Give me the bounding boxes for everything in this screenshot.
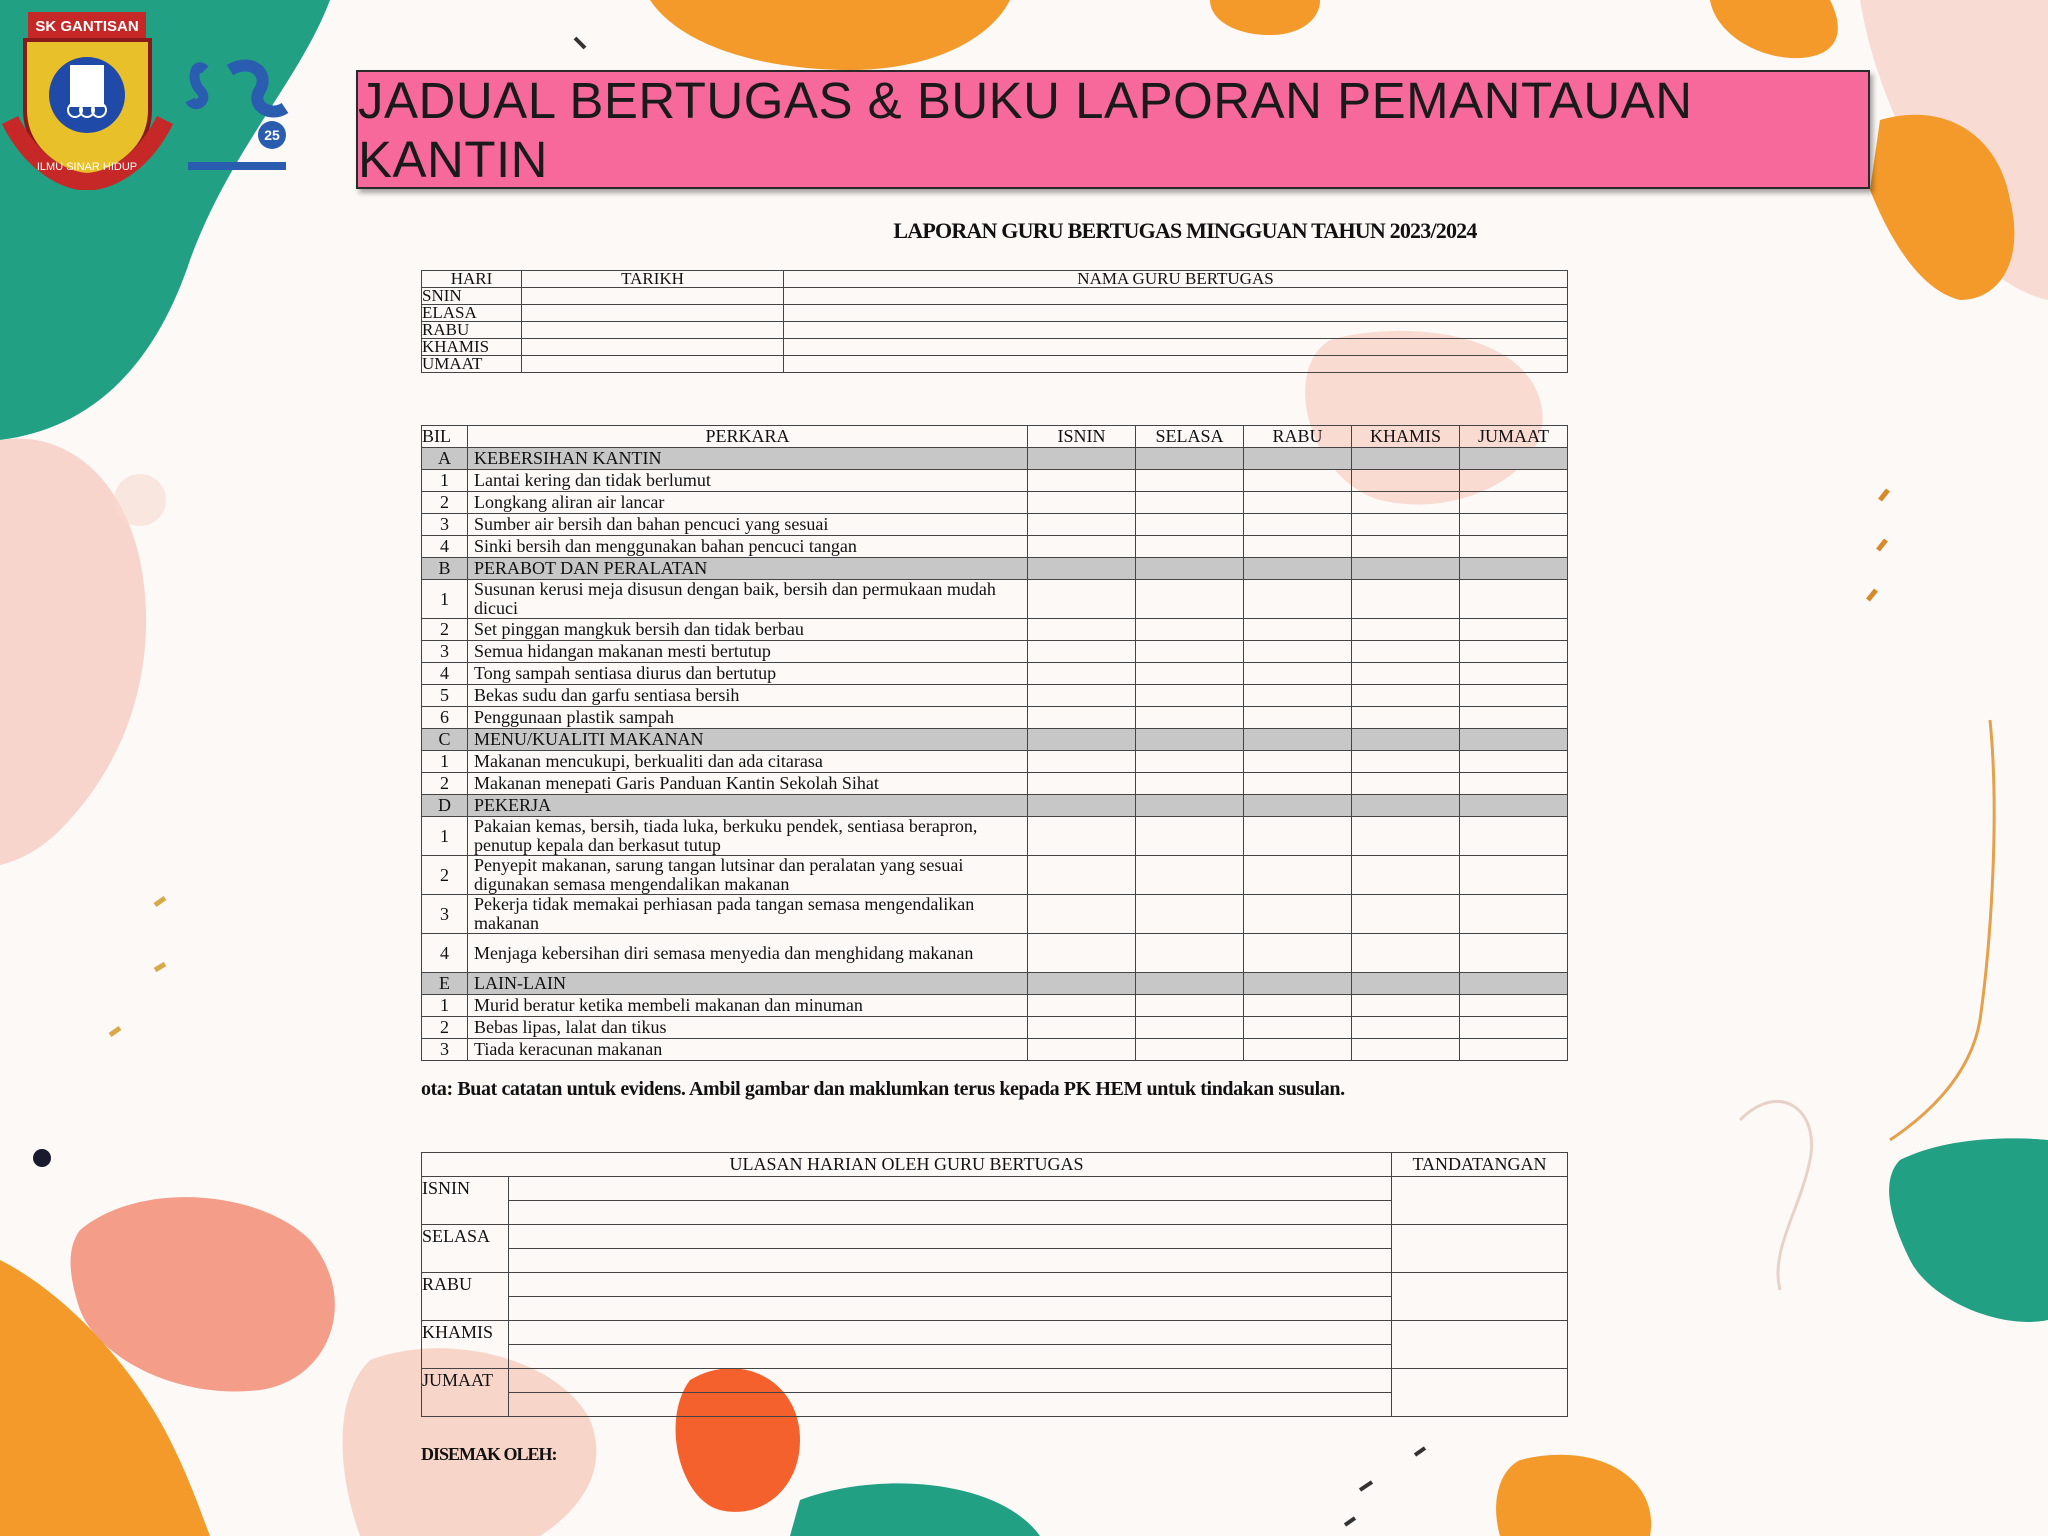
item-description: Pakaian kemas, bersih, tiada luka, berkuku pendek, sentiasa berapron, penutup kepala dan berkasut tutup <box>468 817 1028 856</box>
item-number: 5 <box>422 685 468 707</box>
column-header: TANDATANGAN <box>1392 1153 1568 1177</box>
remark-line[interactable] <box>509 1369 1392 1393</box>
item-number: 2 <box>422 773 468 795</box>
day-check-cell[interactable] <box>1244 707 1352 729</box>
day-check-cell[interactable] <box>1244 536 1352 558</box>
section-title: PEKERJA <box>468 795 1028 817</box>
day-check-cell[interactable] <box>1352 934 1460 973</box>
day-check-cell[interactable] <box>1244 934 1352 973</box>
table-row <box>422 322 1568 339</box>
day-label: SNIN <box>422 288 522 305</box>
item-number: 3 <box>422 1039 468 1061</box>
day-check-cell <box>1352 558 1460 580</box>
duty-schedule-table <box>421 270 1568 373</box>
item-description: Penyepit makanan, sarung tangan lutsinar dan peralatan yang sesuai digunakan semasa mengendalikan makanan <box>468 856 1028 895</box>
logo-area <box>0 0 300 195</box>
day-check-cell[interactable] <box>1028 492 1136 514</box>
day-check-cell[interactable] <box>1028 536 1136 558</box>
day-check-cell[interactable] <box>1352 817 1460 856</box>
section-code: E <box>422 973 468 995</box>
day-check-cell[interactable] <box>1028 685 1136 707</box>
day-check-cell[interactable] <box>1352 663 1460 685</box>
day-check-cell[interactable] <box>1136 934 1244 973</box>
table-row <box>422 305 1568 322</box>
remark-line[interactable] <box>509 1345 1392 1369</box>
item-number: 2 <box>422 1017 468 1039</box>
day-check-cell <box>1244 448 1352 470</box>
day-check-cell[interactable] <box>1244 685 1352 707</box>
section-header-row <box>422 729 1568 751</box>
day-check-cell[interactable] <box>1028 895 1136 934</box>
day-check-cell[interactable] <box>1460 514 1568 536</box>
document-title: LAPORAN GURU BERTUGAS MINGGUAN TAHUN 2023/2024 <box>893 218 1477 243</box>
day-check-cell <box>1028 558 1136 580</box>
day-check-cell[interactable] <box>1136 536 1244 558</box>
item-description: Sumber air bersih dan bahan pencuci yang sesuai <box>468 514 1028 536</box>
day-check-cell[interactable] <box>1028 1039 1136 1061</box>
day-check-cell[interactable] <box>1136 619 1244 641</box>
item-number: 2 <box>422 619 468 641</box>
table-row <box>422 1177 1568 1201</box>
day-check-cell[interactable] <box>1028 663 1136 685</box>
day-check-cell[interactable] <box>1352 1017 1460 1039</box>
column-header: RABU <box>1244 426 1352 448</box>
section-code: B <box>422 558 468 580</box>
remark-line[interactable] <box>509 1297 1392 1321</box>
day-check-cell[interactable] <box>1244 1039 1352 1061</box>
day-check-cell[interactable] <box>1028 1017 1136 1039</box>
signature-cell[interactable] <box>1392 1273 1568 1321</box>
day-check-cell <box>1136 448 1244 470</box>
section-code: C <box>422 729 468 751</box>
item-description: Pekerja tidak memakai perhiasan pada tangan semasa mengendalikan makanan <box>468 895 1028 934</box>
day-check-cell[interactable] <box>1460 685 1568 707</box>
remarks-body <box>422 1177 1568 1417</box>
day-check-cell[interactable] <box>1244 817 1352 856</box>
day-check-cell[interactable] <box>1136 1039 1244 1061</box>
column-header: BIL <box>422 426 468 448</box>
teacher-name-cell <box>784 339 1568 356</box>
anniversary-number: 25 <box>264 127 280 143</box>
day-check-cell <box>1460 558 1568 580</box>
table-row <box>422 641 1568 663</box>
day-check-cell[interactable] <box>1460 470 1568 492</box>
table-row <box>422 492 1568 514</box>
table-row <box>422 751 1568 773</box>
day-check-cell <box>1028 729 1136 751</box>
day-check-cell[interactable] <box>1352 1039 1460 1061</box>
section-header-row <box>422 558 1568 580</box>
item-number: 2 <box>422 856 468 895</box>
day-check-cell[interactable] <box>1460 817 1568 856</box>
item-description: Makanan mencukupi, berkualiti dan ada citarasa <box>468 751 1028 773</box>
day-check-cell[interactable] <box>1244 514 1352 536</box>
day-label: ELASA <box>422 305 522 322</box>
remark-line[interactable] <box>509 1201 1392 1225</box>
item-description: Makanan menepati Garis Panduan Kantin Sekolah Sihat <box>468 773 1028 795</box>
column-header: JUMAAT <box>1460 426 1568 448</box>
school-badge-text: SK GANTISAN <box>35 18 139 35</box>
section-title: KEBERSIHAN KANTIN <box>468 448 1028 470</box>
day-check-cell[interactable] <box>1136 995 1244 1017</box>
item-description: Menjaga kebersihan diri semasa menyedia dan menghidang makanan <box>468 934 1028 973</box>
table-row <box>422 856 1568 895</box>
remark-line[interactable] <box>509 1225 1392 1249</box>
item-description: Tong sampah sentiasa diurus dan bertutup <box>468 663 1028 685</box>
day-check-cell[interactable] <box>1352 685 1460 707</box>
item-number: 1 <box>422 470 468 492</box>
item-number: 3 <box>422 895 468 934</box>
item-number: 3 <box>422 641 468 663</box>
signature-cell[interactable] <box>1392 1177 1568 1225</box>
date-cell <box>522 305 784 322</box>
day-check-cell[interactable] <box>1352 641 1460 663</box>
item-number: 4 <box>422 663 468 685</box>
day-check-cell[interactable] <box>1352 619 1460 641</box>
section-header-row <box>422 795 1568 817</box>
day-check-cell <box>1136 729 1244 751</box>
column-header: ULASAN HARIAN OLEH GURU BERTUGAS <box>422 1153 1392 1177</box>
day-check-cell[interactable] <box>1244 773 1352 795</box>
column-header: SELASA <box>1136 426 1244 448</box>
day-check-cell[interactable] <box>1460 580 1568 619</box>
section-code: A <box>422 448 468 470</box>
signature-cell[interactable] <box>1392 1369 1568 1417</box>
day-check-cell[interactable] <box>1028 773 1136 795</box>
day-check-cell <box>1028 448 1136 470</box>
day-check-cell[interactable] <box>1460 751 1568 773</box>
item-number: 4 <box>422 536 468 558</box>
item-description: Penggunaan plastik sampah <box>468 707 1028 729</box>
day-check-cell[interactable] <box>1352 580 1460 619</box>
day-check-cell <box>1136 558 1244 580</box>
table-row <box>422 1225 1568 1249</box>
table-row <box>422 1369 1568 1393</box>
table-row <box>422 339 1568 356</box>
table-row <box>422 817 1568 856</box>
anniversary-logo <box>188 66 286 170</box>
day-check-cell[interactable] <box>1136 773 1244 795</box>
day-check-cell[interactable] <box>1244 663 1352 685</box>
day-check-cell[interactable] <box>1244 856 1352 895</box>
day-check-cell[interactable] <box>1136 895 1244 934</box>
day-check-cell[interactable] <box>1460 995 1568 1017</box>
day-check-cell[interactable] <box>1136 663 1244 685</box>
table-row <box>422 1017 1568 1039</box>
day-check-cell <box>1244 795 1352 817</box>
table-row <box>422 995 1568 1017</box>
day-check-cell[interactable] <box>1460 773 1568 795</box>
day-check-cell[interactable] <box>1028 751 1136 773</box>
item-number: 3 <box>422 514 468 536</box>
day-check-cell[interactable] <box>1136 817 1244 856</box>
day-check-cell[interactable] <box>1244 751 1352 773</box>
day-check-cell <box>1460 973 1568 995</box>
item-number: 1 <box>422 580 468 619</box>
day-check-cell[interactable] <box>1244 995 1352 1017</box>
day-check-cell[interactable] <box>1136 470 1244 492</box>
day-check-cell <box>1136 795 1244 817</box>
day-check-cell[interactable] <box>1352 773 1460 795</box>
day-label: RABU <box>422 322 522 339</box>
day-label: RABU <box>422 1273 509 1321</box>
day-check-cell[interactable] <box>1028 817 1136 856</box>
day-check-cell[interactable] <box>1028 641 1136 663</box>
day-check-cell[interactable] <box>1352 856 1460 895</box>
day-check-cell[interactable] <box>1244 619 1352 641</box>
day-check-cell[interactable] <box>1136 707 1244 729</box>
teacher-name-cell <box>784 322 1568 339</box>
day-check-cell[interactable] <box>1460 895 1568 934</box>
item-description: Sinki bersih dan menggunakan bahan pencuci tangan <box>468 536 1028 558</box>
day-check-cell[interactable] <box>1460 856 1568 895</box>
day-check-cell[interactable] <box>1460 707 1568 729</box>
day-check-cell[interactable] <box>1460 619 1568 641</box>
day-check-cell <box>1460 448 1568 470</box>
table-row <box>422 1321 1568 1345</box>
day-check-cell <box>1352 729 1460 751</box>
table-row <box>422 685 1568 707</box>
table-row <box>422 356 1568 373</box>
daily-remarks-table <box>421 1152 1568 1417</box>
item-number: 2 <box>422 492 468 514</box>
column-header: HARI <box>422 271 522 288</box>
day-check-cell[interactable] <box>1028 514 1136 536</box>
day-check-cell[interactable] <box>1352 470 1460 492</box>
day-check-cell[interactable] <box>1136 641 1244 663</box>
day-check-cell <box>1028 795 1136 817</box>
day-check-cell[interactable] <box>1244 895 1352 934</box>
item-number: 4 <box>422 934 468 973</box>
section-title: PERABOT DAN PERALATAN <box>468 558 1028 580</box>
section-title: LAIN-LAIN <box>468 973 1028 995</box>
school-logos <box>0 0 300 190</box>
section-title: MENU/KUALITI MAKANAN <box>468 729 1028 751</box>
date-cell <box>522 339 784 356</box>
day-check-cell[interactable] <box>1136 580 1244 619</box>
table-row <box>422 895 1568 934</box>
table-row <box>422 773 1568 795</box>
table-row <box>422 1273 1568 1297</box>
table-header-row <box>422 271 1568 288</box>
day-check-cell[interactable] <box>1244 1017 1352 1039</box>
day-check-cell[interactable] <box>1460 1039 1568 1061</box>
day-check-cell[interactable] <box>1028 856 1136 895</box>
checklist-body <box>422 448 1568 1061</box>
item-description: Bekas sudu dan garfu sentiasa bersih <box>468 685 1028 707</box>
table-row <box>422 619 1568 641</box>
day-check-cell[interactable] <box>1352 751 1460 773</box>
item-description: Set pinggan mangkuk bersih dan tidak berbau <box>468 619 1028 641</box>
day-check-cell <box>1244 558 1352 580</box>
day-check-cell[interactable] <box>1352 514 1460 536</box>
column-header: PERKARA <box>468 426 1028 448</box>
day-check-cell[interactable] <box>1352 492 1460 514</box>
section-header-row <box>422 973 1568 995</box>
remark-line[interactable] <box>509 1273 1392 1297</box>
day-label: UMAAT <box>422 356 522 373</box>
column-header: NAMA GURU BERTUGAS <box>784 271 1568 288</box>
remark-line[interactable] <box>509 1393 1392 1417</box>
day-check-cell[interactable] <box>1244 470 1352 492</box>
school-motto: ILMU SINAR HIDUP <box>36 161 138 173</box>
remark-line[interactable] <box>509 1321 1392 1345</box>
day-label: ISNIN <box>422 1177 509 1225</box>
day-check-cell[interactable] <box>1460 663 1568 685</box>
date-cell <box>522 288 784 305</box>
day-check-cell[interactable] <box>1460 641 1568 663</box>
slide-title: JADUAL BERTUGAS & BUKU LAPORAN PEMANTAUAN KANTIN <box>356 70 1870 189</box>
day-label: KHAMIS <box>422 339 522 356</box>
section-header-row <box>422 448 1568 470</box>
item-description: Bebas lipas, lalat dan tikus <box>468 1017 1028 1039</box>
day-check-cell[interactable] <box>1136 514 1244 536</box>
day-check-cell[interactable] <box>1352 707 1460 729</box>
table-row <box>422 707 1568 729</box>
teacher-name-cell <box>784 305 1568 322</box>
reviewed-by-label: DISEMAK OLEH: <box>421 1444 557 1464</box>
date-cell <box>522 356 784 373</box>
table-row <box>422 1039 1568 1061</box>
column-header: ISNIN <box>1028 426 1136 448</box>
item-number: 1 <box>422 751 468 773</box>
table-row <box>422 536 1568 558</box>
day-check-cell[interactable] <box>1352 536 1460 558</box>
item-number: 1 <box>422 995 468 1017</box>
day-check-cell[interactable] <box>1136 856 1244 895</box>
day-check-cell[interactable] <box>1136 1017 1244 1039</box>
remark-line[interactable] <box>509 1177 1392 1201</box>
date-cell <box>522 322 784 339</box>
item-description: Murid beratur ketika membeli makanan dan minuman <box>468 995 1028 1017</box>
table-row <box>422 470 1568 492</box>
canteen-checklist-table <box>421 425 1568 1061</box>
remark-line[interactable] <box>509 1249 1392 1273</box>
item-number: 1 <box>422 817 468 856</box>
day-check-cell[interactable] <box>1460 934 1568 973</box>
day-check-cell[interactable] <box>1028 995 1136 1017</box>
day-check-cell <box>1028 973 1136 995</box>
day-check-cell <box>1460 795 1568 817</box>
day-check-cell[interactable] <box>1028 619 1136 641</box>
item-description: Semua hidangan makanan mesti bertutup <box>468 641 1028 663</box>
day-check-cell[interactable] <box>1460 1017 1568 1039</box>
day-check-cell[interactable] <box>1352 895 1460 934</box>
signature-cell[interactable] <box>1392 1225 1568 1273</box>
item-description: Tiada keracunan makanan <box>468 1039 1028 1061</box>
column-header: TARIKH <box>522 271 784 288</box>
day-check-cell[interactable] <box>1244 580 1352 619</box>
day-label: KHAMIS <box>422 1321 509 1369</box>
day-check-cell <box>1352 795 1460 817</box>
school-crest-logo <box>10 12 165 182</box>
day-check-cell[interactable] <box>1136 751 1244 773</box>
day-check-cell[interactable] <box>1460 536 1568 558</box>
table-header-row <box>422 1153 1568 1177</box>
table-row <box>422 580 1568 619</box>
table-row <box>422 663 1568 685</box>
day-check-cell <box>1460 729 1568 751</box>
item-description: Susunan kerusi meja disusun dengan baik, bersih dan permukaan mudah dicuci <box>468 580 1028 619</box>
table-header-row <box>422 426 1568 448</box>
day-label: SELASA <box>422 1225 509 1273</box>
day-check-cell[interactable] <box>1028 707 1136 729</box>
day-check-cell[interactable] <box>1028 580 1136 619</box>
table-row <box>422 288 1568 305</box>
day-check-cell[interactable] <box>1028 470 1136 492</box>
item-number: 6 <box>422 707 468 729</box>
day-check-cell <box>1352 973 1460 995</box>
item-description: Lantai kering dan tidak berlumut <box>468 470 1028 492</box>
day-check-cell <box>1136 973 1244 995</box>
table-row <box>422 514 1568 536</box>
day-check-cell[interactable] <box>1136 492 1244 514</box>
note-text: ota: Buat catatan untuk evidens. Ambil gambar dan maklumkan terus kepada PK HEM untuk tindakan susulan. <box>421 1078 1345 1100</box>
day-check-cell[interactable] <box>1028 934 1136 973</box>
day-check-cell[interactable] <box>1244 641 1352 663</box>
signature-cell[interactable] <box>1392 1321 1568 1369</box>
day-check-cell[interactable] <box>1460 492 1568 514</box>
item-description: Longkang aliran air lancar <box>468 492 1028 514</box>
table-row <box>422 934 1568 973</box>
day-check-cell[interactable] <box>1352 995 1460 1017</box>
section-code: D <box>422 795 468 817</box>
day-check-cell <box>1244 729 1352 751</box>
teacher-name-cell <box>784 356 1568 373</box>
day-check-cell[interactable] <box>1136 685 1244 707</box>
day-check-cell[interactable] <box>1244 492 1352 514</box>
column-header: KHAMIS <box>1352 426 1460 448</box>
day-check-cell <box>1352 448 1460 470</box>
day-label: JUMAAT <box>422 1369 509 1417</box>
day-check-cell <box>1244 973 1352 995</box>
teacher-name-cell <box>784 288 1568 305</box>
